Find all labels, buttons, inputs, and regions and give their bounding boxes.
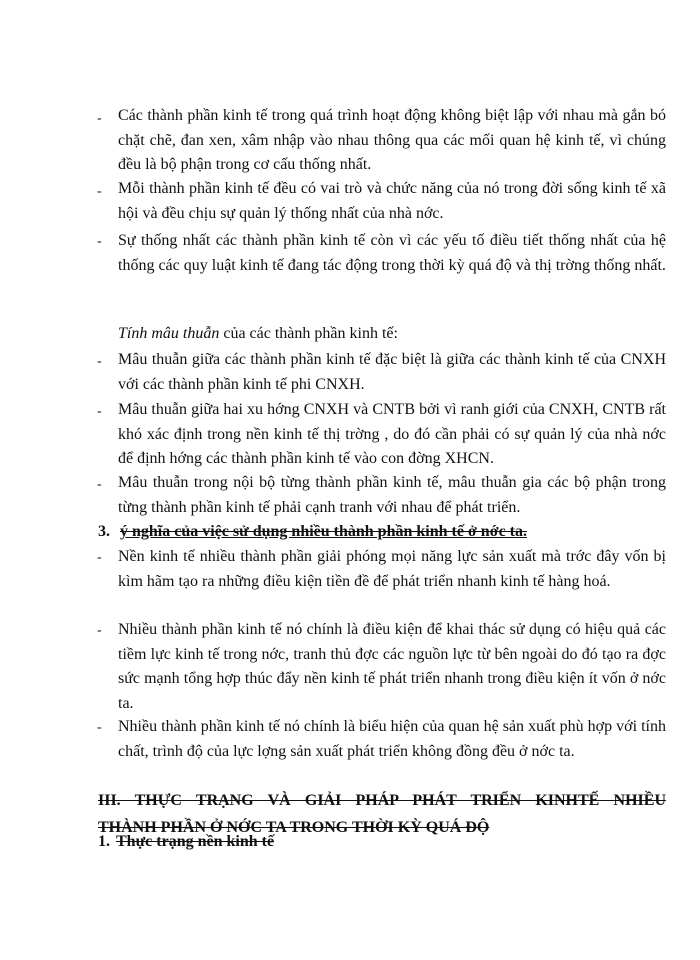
list-item: Nhiều thành phần kinh tế nó chính là điều kiện để khai thác sử dụng có hiệu quả các tiềm lực kinh tế trong nớc, tranh thủ đợc các nguồn lực từ bên ngoài do đó tạo ra đợc sức mạnh tổng hợp thúc đẩy nền kinh tế phát triển nhanh trong điều kiện ít vốn ở nớc ta. xyxy=(118,621,666,712)
list-item: Mâu thuẫn trong nội bộ từng thành phần kinh tế, mâu thuẫn gia các bộ phận trong từng thành phần kinh tế phải cạnh tranh với nhau để phát triển. xyxy=(118,474,666,516)
list-item: Các thành phần kinh tế trong quá trình hoạt động không biệt lập với nhau mà gắn bó chặt chẽ, đan xen, xâm nhập vào nhau thông qua các mối quan hệ kinh tế, vì chúng đều là bộ phận trong cơ cấu thống nhất. xyxy=(118,107,666,173)
intro-rest: của các thành phần kinh tế: xyxy=(219,325,398,342)
list-item: Mâu thuẫn giữa các thành phần kinh tế đặc biệt là giữa các thành kinh tế của CNXH với các thành phần kinh tế phi CNXH. xyxy=(118,351,666,393)
bullet-marker: - xyxy=(97,404,102,419)
subheading xyxy=(98,830,274,854)
contradiction-intro xyxy=(118,322,398,346)
bullet-marker: - xyxy=(97,720,102,735)
list-item: Mỗi thành phần kinh tế đều có vai trò và chức năng của nó trong đời sống kinh tế xã hội và đều chịu sự quản lý thống nhất của nhà nớc. xyxy=(118,180,666,222)
list-item: Nhiều thành phần kinh tế nó chính là biểu hiện của quan hệ sản xuất phù hợp với tính chất, trình độ của lực lợng sản xuất phát triển không đồng đều ở nớc ta. xyxy=(118,718,666,760)
list-item: Nền kinh tế nhiều thành phần giải phóng mọi năng lực sản xuất mà trớc đây vốn bị kìm hãm tạo ra những điều kiện tiền đề để phát triển nhanh kinh tế hàng hoá. xyxy=(118,548,666,590)
intro-italic: Tính mâu thuẫn xyxy=(118,325,220,342)
section-heading-line2: THÀNH PHẦN Ở NỚC TA TRONG THỜI KỲ QUÁ ĐỘ xyxy=(98,819,490,836)
heading-title: ý nghĩa của việc sử dụng nhiều thành phần kinh tế ở nớc ta. xyxy=(120,523,527,540)
list-item: Mâu thuẫn giữa hai xu hớng CNXH và CNTB bởi vì ranh giới của CNXH, CNTB rất khó xác định trong nền kinh tế thị trờng , do đó cần phải có sự quản lý của nhà nớc để định hớng các thành phần kinh tế vào con đờng XHCN. xyxy=(118,401,666,467)
bullet-marker: - xyxy=(97,623,102,638)
bullet-marker: - xyxy=(97,477,102,492)
list-item: Sự thống nhất các thành phần kinh tế còn vì các yếu tố điều tiết thống nhất của hệ thống các quy luật kinh tế đang tác động trong thời kỳ quá độ và thị trờng thống nhất. xyxy=(118,232,666,274)
bullet-marker: - xyxy=(97,234,102,249)
section-heading-line1: III. THỰC TRẠNG VÀ GIẢI PHÁP PHÁT TRIỂN KINHTẾ NHIỀU xyxy=(98,792,666,809)
heading-number: 3. xyxy=(98,523,110,540)
bullet-marker: - xyxy=(97,550,102,565)
bullet-marker: - xyxy=(97,111,102,126)
bullet-marker: - xyxy=(97,184,102,199)
subheading-number: 1. xyxy=(98,833,110,850)
bullet-marker: - xyxy=(97,354,102,369)
subheading-title: Thực trạng nền kinh tế xyxy=(116,833,275,850)
